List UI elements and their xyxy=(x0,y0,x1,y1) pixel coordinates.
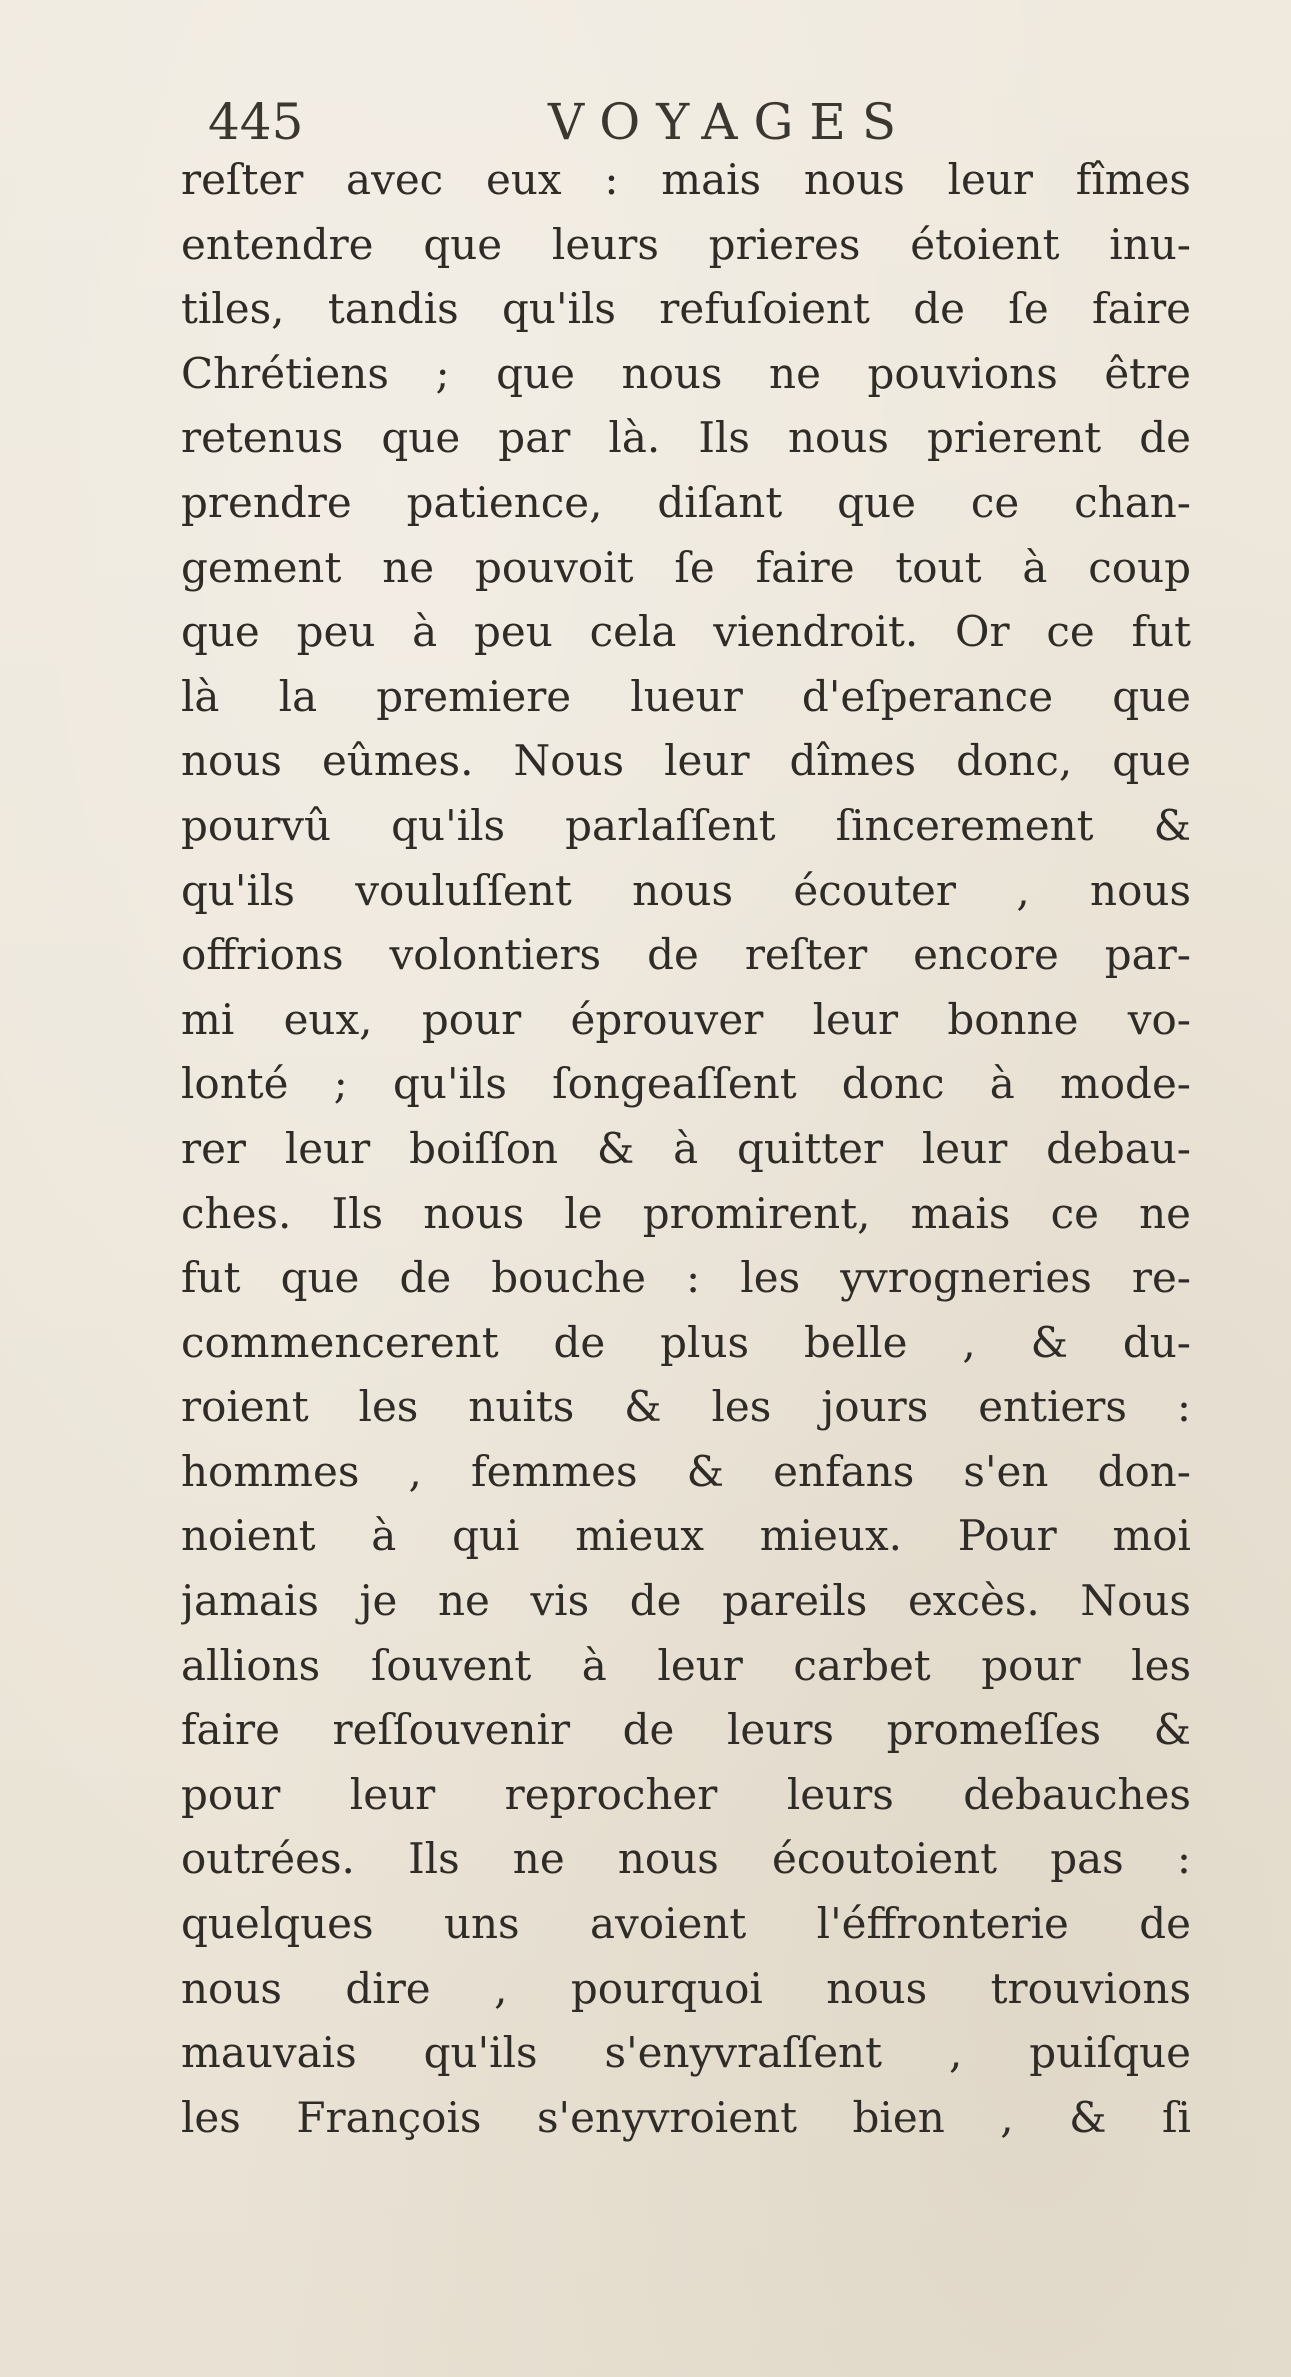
text-line: roient les nuits & les jours entiers : xyxy=(181,1382,1191,1432)
text-line: pourvû qu'ils parlaſſent ſincerement & xyxy=(181,800,1191,850)
text-line: quelques uns avoient l'éffronterie de xyxy=(181,1899,1191,1949)
text-line: pour leur reprocher leurs debauches xyxy=(181,1769,1191,1819)
text-line: commencerent de plus belle , & du- xyxy=(181,1317,1191,1367)
text-line: rer leur boiſſon & à quitter leur debau- xyxy=(181,1123,1191,1173)
text-line: noient à qui mieux mieux. Pour moi xyxy=(181,1511,1191,1561)
text-line: ches. Ils nous le promirent, mais ce ne xyxy=(181,1188,1191,1238)
text-line: offrions volontiers de reſter encore par- xyxy=(181,930,1191,980)
text-line: faire reſſouvenir de leurs promeſſes & xyxy=(181,1705,1191,1755)
text-line: reſter avec eux : mais nous leur fîmes xyxy=(181,155,1191,204)
text-line: prendre patience, diſant que ce chan- xyxy=(181,477,1191,527)
text-line: lonté ; qu'ils ſongeaſſent donc à mode- xyxy=(181,1059,1191,1109)
text-line: entendre que leurs prieres étoient inu- xyxy=(181,219,1191,269)
text-line: tiles, tandis qu'ils refuſoient de ſe faire xyxy=(181,284,1191,334)
text-line: qu'ils vouluſſent nous écouter , nous xyxy=(181,865,1191,915)
text-line: Chrétiens ; que nous ne pouvions être xyxy=(181,348,1191,398)
text-line: allions ſouvent à leur carbet pour les xyxy=(181,1640,1191,1690)
page-number: 445 xyxy=(208,93,304,151)
text-line: nous eûmes. Nous leur dîmes donc, que xyxy=(181,736,1191,786)
running-head: VOYAGES xyxy=(548,93,913,151)
text-line: les François s'enyvroient bien , & ſi xyxy=(181,2092,1191,2142)
text-line: fut que de bouche : les yvrogneries re- xyxy=(181,1253,1191,1303)
body-text xyxy=(181,148,1191,2150)
text-line: jamais je ne vis de pareils excès. Nous xyxy=(181,1576,1191,1626)
text-line: que peu à peu cela viendroit. Or ce fut xyxy=(181,607,1191,657)
text-line: outrées. Ils ne nous écoutoient pas : xyxy=(181,1834,1191,1884)
page-header xyxy=(208,92,968,152)
text-line: nous dire , pourquoi nous trouvions xyxy=(181,1963,1191,2013)
text-line: là la premiere lueur d'eſperance que xyxy=(181,671,1191,721)
text-line: mauvais qu'ils s'enyvraſſent , puiſque xyxy=(181,2028,1191,2078)
text-line: retenus que par là. Ils nous prierent de xyxy=(181,413,1191,463)
text-line: hommes , femmes & enfans s'en don- xyxy=(181,1446,1191,1496)
text-line: mi eux, pour éprouver leur bonne vo- xyxy=(181,994,1191,1044)
text-line: gement ne pouvoit ſe faire tout à coup xyxy=(181,542,1191,592)
